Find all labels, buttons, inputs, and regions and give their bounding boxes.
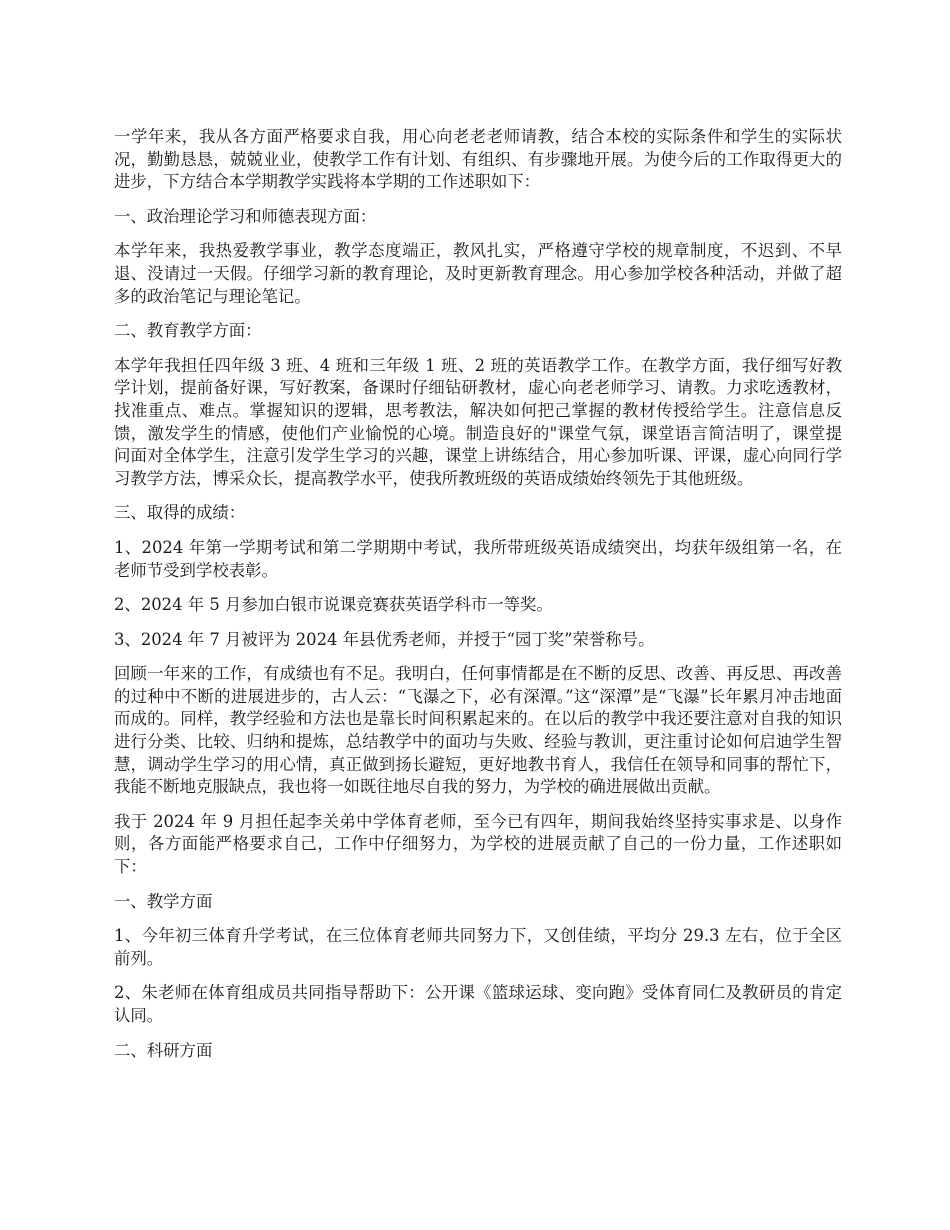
achievement-item-3: 3、2024 年 7 月被评为 2024 年县优秀老师，并授于“园丁奖”荣誉称号。 (114, 629, 655, 649)
section-heading-achievements: 三、取得的成绩： (114, 503, 246, 523)
review-paragraph: 回顾一年来的工作，有成绩也有不足。我明白，任何事情都是在不断的反思、改善、再反思、再改善的过种中不断的进展进步的，古人云：“飞瀑之下，必有深潭。”这“深潭”是“飞瀑”长年累月冲击地面而成的。同样，教学经验和方法也是靠长时间积累起来的。在以后的教学中我还要注意对自我的知识进行分类、比较、归纳和提炼，总结教学中的面功与失败、经验与教训，更注重讨论如何启迪学生智慧，调动学生学习的用心情，真正做到扬长避短，更好地教书育人，我信任在领导和同事的帮忙下，我能不断地克服缺点，我也将一如既往地尽自我的努力，为学校的确进展做出贡献。 (114, 664, 842, 797)
document-body (114, 126, 842, 1074)
teaching-item-2: 2、朱老师在体育组成员共同指导帮助下：公开课《篮球运球、变向跑》受体育同仁及教研员的肯定认同。 (114, 983, 842, 1025)
pe-intro-paragraph: 我于 2024 年 9 月担任起李关弟中学体育老师，至今已有四年，期间我始终坚持实事求是、以身作则，各方面能严格要求自己，工作中仔细努力，为学校的进展贡献了自己的一份力量，工作述职如下： (114, 811, 842, 877)
section-heading-research: 二、科研方面 (114, 1040, 213, 1060)
politics-paragraph: 本学年来，我热爱教学事业，教学态度端正，教风扎实，严格遵守学校的规章制度，不迟到、不早退、没请过一天假。仔细学习新的教育理论，及时更新教育理念。用心参加学校各种活动，并做了超多的政治笔记与理论笔记。 (114, 241, 842, 306)
section-heading-teaching-2: 一、教学方面 (114, 891, 213, 911)
teaching-item-1: 1、今年初三体育升学考试，在三位体育老师共同努力下，又创佳绩，平均分 29.3 左右，位于全区前列。 (114, 926, 842, 968)
section-heading-teaching: 二、教育教学方面： (114, 321, 262, 341)
achievement-item-1: 1、2024 年第一学期考试和第二学期期中考试，我所带班级英语成绩突出，均获年级组第一名，在老师节受到学校表彰。 (114, 537, 842, 580)
achievement-item-2: 2、2024 年 5 月参加白银市说课竞赛获英语学科市一等奖。 (114, 595, 553, 615)
section-heading-politics: 一、政治理论学习和师德表现方面： (114, 206, 377, 226)
intro-paragraph: 一学年来，我从各方面严格要求自我，用心向老老老师请教，结合本校的实际条件和学生的实际状况，勤勤恳恳，兢兢业业，使教学工作有计划、有组织、有步骤地开展。为使今后的工作取得更大的进步，下方结合本学期教学实践将本学期的工作述职如下： (114, 127, 842, 192)
teaching-paragraph: 本学年我担任四年级 3 班、4 班和三年级 1 班、2 班的英语教学工作。在教学方面，我仔细写好教学计划，提前备好课，写好教案，备课时仔细钻研教材，虚心向老老师学习、请教。力求吃透教材，找准重点、难点。掌握知识的逻辑，思考教法，解决如何把己掌握的教材传授给学生。注意信息反馈，激发学生的情感，使他们产业愉悦的心境。制造良好的"课堂气氛，课堂语言简洁明了，课堂提问面对全体学生，注意引发学生学习的兴趣，课堂上讲练结合，用心参加听课、评课，虚心向同行学习教学方法，博采众长，提高教学水平，使我所教班级的英语成绩始终领先于其他班级。 (114, 355, 842, 488)
